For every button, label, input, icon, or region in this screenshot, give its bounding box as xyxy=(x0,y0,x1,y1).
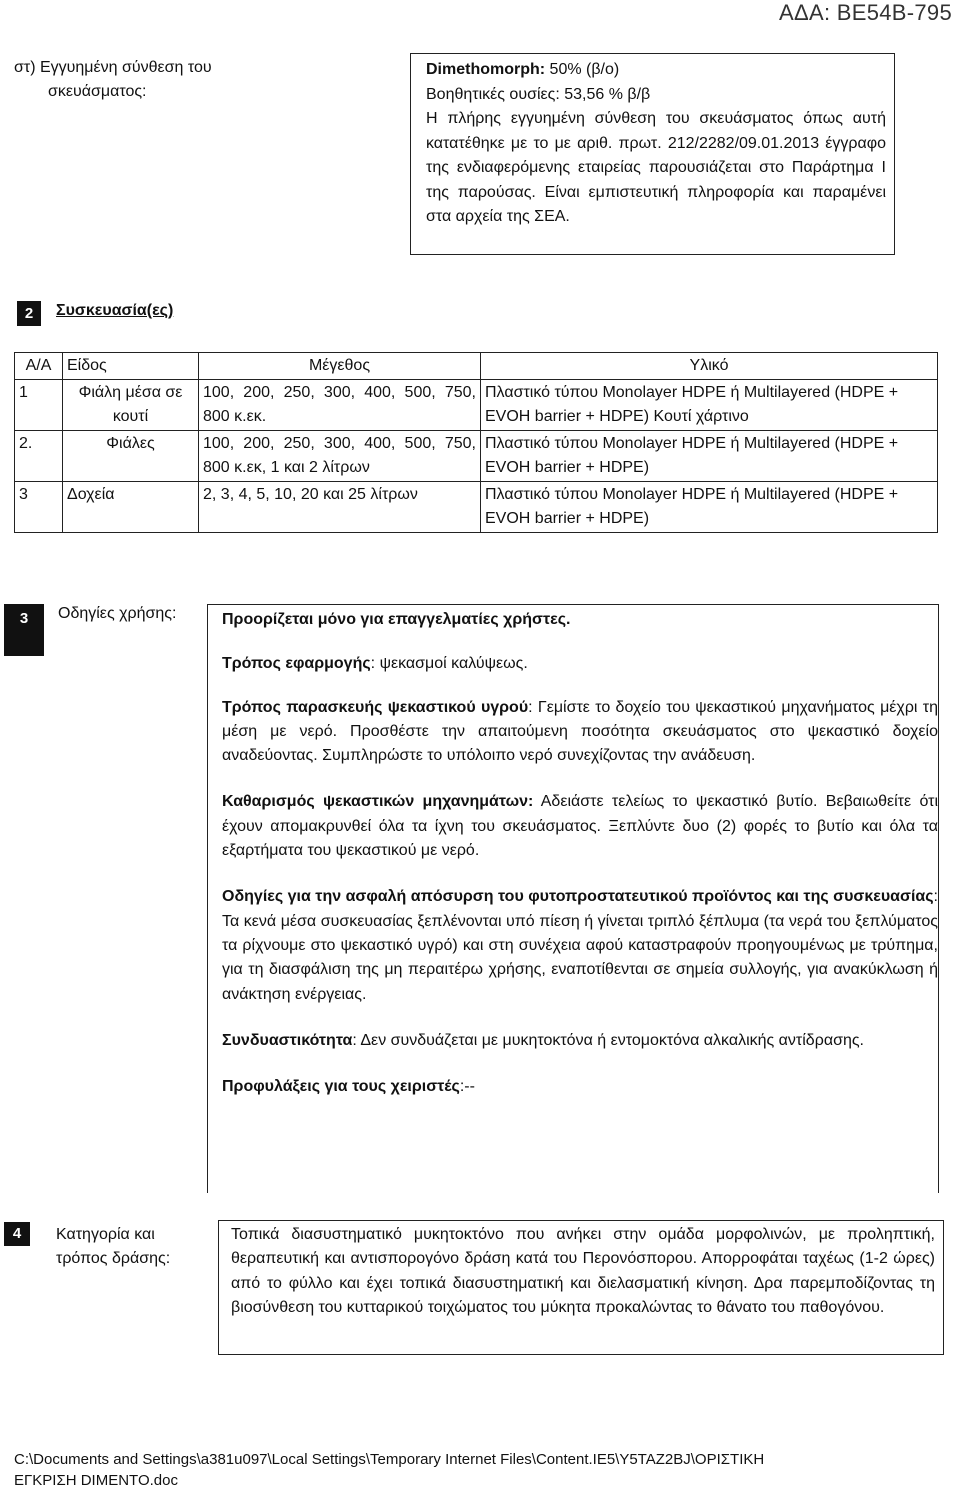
operator-precautions xyxy=(222,1075,938,1099)
application-method-label: Τρόπος εφαρμογής xyxy=(222,655,371,673)
col-header-size: Μέγεθος xyxy=(199,353,481,380)
compatibility xyxy=(222,1029,938,1053)
section-4-label xyxy=(56,1223,170,1271)
active-substance xyxy=(426,58,886,83)
application-method xyxy=(222,652,938,676)
row-type: Φιάλες xyxy=(63,431,199,482)
section-3-label: Οδηγίες χρήσης: xyxy=(58,605,177,622)
footer-file-path xyxy=(14,1449,764,1491)
table-row xyxy=(15,431,938,482)
row-type: Δοχεία xyxy=(63,482,199,533)
section-4-label-line2: τρόπος δράσης: xyxy=(56,1250,171,1267)
active-substance-value: 50% (β/ο) xyxy=(545,61,620,78)
preparation-method xyxy=(222,696,938,769)
disposal-instructions xyxy=(222,885,938,1006)
active-substance-label: Dimethomorph: xyxy=(426,61,546,78)
composition-note: Η πλήρης εγγυημένη σύνθεση του σκευάσματος όπως αυτή κατατέθηκε με το με αριθ. πρωτ. 212/2282/09.01.2013 έγγραφο της ενδιαφερόμενης εταιρείας παρουσιάζεται στο Παράρτημα Ι της παρούσας. Είναι εμπιστευτική πληροφορία και παραμένει στα αρχεία της ΣΕΑ. xyxy=(426,110,886,225)
composition-label xyxy=(14,56,264,104)
equipment-cleaning-text: Αδειάστε τελείως το ψεκαστικό βυτίο. Βεβαιωθείτε ότι έχουν απομακρυνθεί όλα τα ίχνη του σκευάσματος. Ξεπλύντε δυο (2) φορές το βυτίο και όλα τα εξαρτήματα του ψεκαστικού με νερό. xyxy=(222,793,938,860)
compatibility-text: : Δεν συνδυάζεται με μυκητοκτόνα ή εντομοκτόνα αλκαλικής αντίδρασης. xyxy=(352,1031,864,1049)
preparation-method-text: : Γεμίστε το δοχείο του ψεκαστικού μηχανήματος μέχρι τη μέση με νερό. Προσθέστε την απαιτούμενη ποσότητα σκευάσματος στο ψεκαστικό δοχείο αναδεύοντας. Συμπληρώστε το υπόλοιπο νερό συνεχίζοντας την ανάδευση. xyxy=(222,698,938,765)
preparation-method-label: Τρόπος παρασκευής ψεκαστικού υγρού xyxy=(222,698,529,716)
footer-line1: C:\Documents and Settings\a381u097\Local Settings\Temporary Internet Files\Content.IE5\Y5TAZ2BJ\ΟΡΙΣΤΙΚΗ xyxy=(14,1451,765,1468)
row-size: 100, 200, 250, 300, 400, 500, 750, 800 κ.εκ. xyxy=(199,380,481,431)
operator-precautions-text: :-- xyxy=(459,1078,475,1096)
ada-code: ΑΔΑ: ΒΕ54Β-795 xyxy=(779,0,952,25)
row-type: Φιάλη μέσα σε κουτί xyxy=(63,380,199,431)
table-row xyxy=(15,482,938,533)
table-header-row xyxy=(15,353,938,380)
usage-instructions-box xyxy=(207,604,939,1193)
disposal-instructions-text: : Τα κενά μέσα συσκευασίας ξεπλένονται υπό πίεση ή γίνεται τριπλό ξέπλυμα (τα νερά του ξεπλύματος τα ρίχνουμε στο ψεκαστικό υγρό) και στη συνέχεια αφού καταστραφούν προηγουμένως με τρύπημα, για τη διασφάλιση της μη περαιτέρω χρήσης, εναποτίθενται σε σημεία συλλογής, για ανακύκλωση ή ανάκτηση ενέργειας. xyxy=(222,888,938,1003)
col-header-type: Είδος xyxy=(63,353,199,380)
col-header-material: Υλικό xyxy=(481,353,938,380)
section-2-number: 2 xyxy=(17,301,41,326)
equipment-cleaning xyxy=(222,790,938,863)
row-size: 2, 3, 4, 5, 10, 20 και 25 λίτρων xyxy=(199,482,481,533)
professional-use-note: Προορίζεται μόνο για επαγγελματίες χρήστες. xyxy=(222,611,571,628)
row-material: Πλαστικό τύπου Monolayer HDPE ή Multilayered (HDPE + EVOH barrier + HDPE) Κουτί χάρτινο xyxy=(481,380,938,431)
col-header-no: Α/Α xyxy=(15,353,63,380)
row-no: 2. xyxy=(15,431,63,482)
section-4-number: 4 xyxy=(4,1222,30,1246)
row-material: Πλαστικό τύπου Monolayer HDPE ή Multilayered (HDPE + EVOH barrier + HDPE) xyxy=(481,431,938,482)
equipment-cleaning-label: Καθαρισμός ψεκαστικών μηχανημάτων: xyxy=(222,793,534,811)
disposal-instructions-label: Οδηγίες για την ασφαλή απόσυρση του φυτοπροστατευτικού προϊόντος και της συσκευασίας xyxy=(222,888,934,906)
row-no: 1 xyxy=(15,380,63,431)
table-row xyxy=(15,380,938,431)
composition-label-line2: σκευάσματος: xyxy=(48,83,147,100)
application-method-text: : ψεκασμοί καλύψεως. xyxy=(370,655,528,673)
packaging-table xyxy=(14,352,938,533)
section-2-title: Συσκευασία(ες) xyxy=(56,302,174,319)
compatibility-label: Συνδυαστικότητα xyxy=(222,1031,353,1049)
composition-box xyxy=(410,53,895,255)
section-3-number: 3 xyxy=(4,604,44,656)
auxiliary-substances: Βοηθητικές ουσίες: 53,56 % β/β xyxy=(426,85,651,103)
row-no: 3 xyxy=(15,482,63,533)
row-size: 100, 200, 250, 300, 400, 500, 750, 800 κ.εκ, 1 και 2 λίτρων xyxy=(199,431,481,482)
footer-line2: ΕΓΚΡΙΣΗ DIMENTO.doc xyxy=(14,1472,178,1489)
operator-precautions-label: Προφυλάξεις για τους χειριστές xyxy=(222,1078,460,1096)
section-4-label-line1: Κατηγορία και xyxy=(56,1226,155,1243)
composition-label-line1: στ) Εγγυημένη σύνθεση του xyxy=(14,59,212,76)
row-material: Πλαστικό τύπου Monolayer HDPE ή Multilayered (HDPE + EVOH barrier + HDPE) xyxy=(481,482,938,533)
mode-of-action-box: Τοπικά διασυστηματικό μυκητοκτόνο που ανήκει στην ομάδα μορφολινών, με προληπτική, θεραπευτική και αντισπορογόνο δράση κατά του Περονόσπορου. Απορροφάται ταχέως (1-2 ώρες) από το φύλλο και έχει τοπικά διασυστηματική και διελασματική κίνηση. Δρα παρεμποδίζοντας τη βιοσύνθεση του κυτταρικού τοιχώματος του μύκητα προκαλώντας το θάνατο του παθογόνου. xyxy=(218,1220,944,1355)
